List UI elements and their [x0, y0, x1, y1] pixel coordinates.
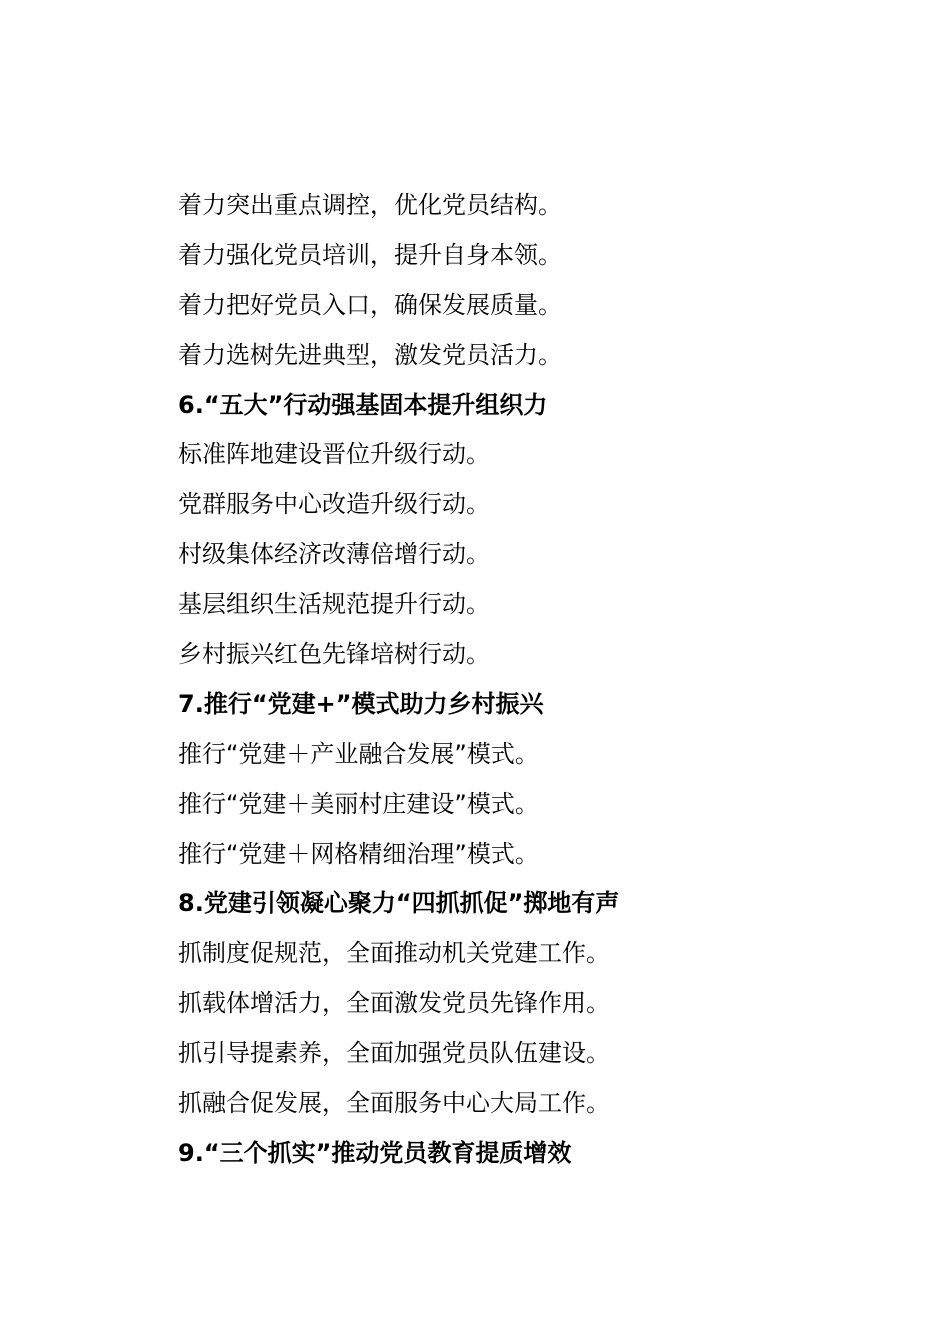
- body-line: 推行“党建＋美丽村庄建设”模式。: [178, 789, 539, 818]
- body-line: 抓引导提素养，全面加强党员队伍建设。: [178, 1039, 610, 1068]
- body-line: 推行“党建＋网格精细治理”模式。: [178, 839, 539, 868]
- body-line: 着力突出重点调控，优化党员结构。: [178, 191, 562, 219]
- body-line: 乡村振兴红色先锋培树行动。: [178, 640, 490, 669]
- body-line: 基层组织生活规范提升行动。: [178, 590, 490, 619]
- body-line: 着力把好党员入口，确保发展质量。: [178, 290, 562, 319]
- body-line: 抓载体增活力，全面激发党员先锋作用。: [178, 989, 610, 1018]
- body-line: 党群服务中心改造升级行动。: [178, 490, 490, 519]
- section-heading: 9.“三个抓实”推动党员教育提质增效: [178, 1138, 572, 1167]
- body-line: 抓融合促发展，全面服务中心大局工作。: [178, 1089, 610, 1118]
- body-line: 着力强化党员培训，提升自身本领。: [178, 240, 562, 269]
- body-line: 抓制度促规范，全面推动机关党建工作。: [178, 939, 610, 968]
- body-line: 着力选树先进典型，激发党员活力。: [178, 340, 562, 369]
- document-body: [178, 181, 878, 1179]
- section-heading: 7.推行“党建+”模式助力乡村振兴: [178, 689, 544, 718]
- body-line: 推行“党建＋产业融合发展”模式。: [178, 739, 539, 768]
- body-line: 标准阵地建设晋位升级行动。: [178, 440, 490, 469]
- section-heading: 8.党建引领凝心聚力“四抓抓促”掷地有声: [178, 889, 620, 918]
- section-heading: 6.“五大”行动强基固本提升组织力: [178, 390, 548, 419]
- body-line: 村级集体经济改薄倍增行动。: [178, 540, 490, 569]
